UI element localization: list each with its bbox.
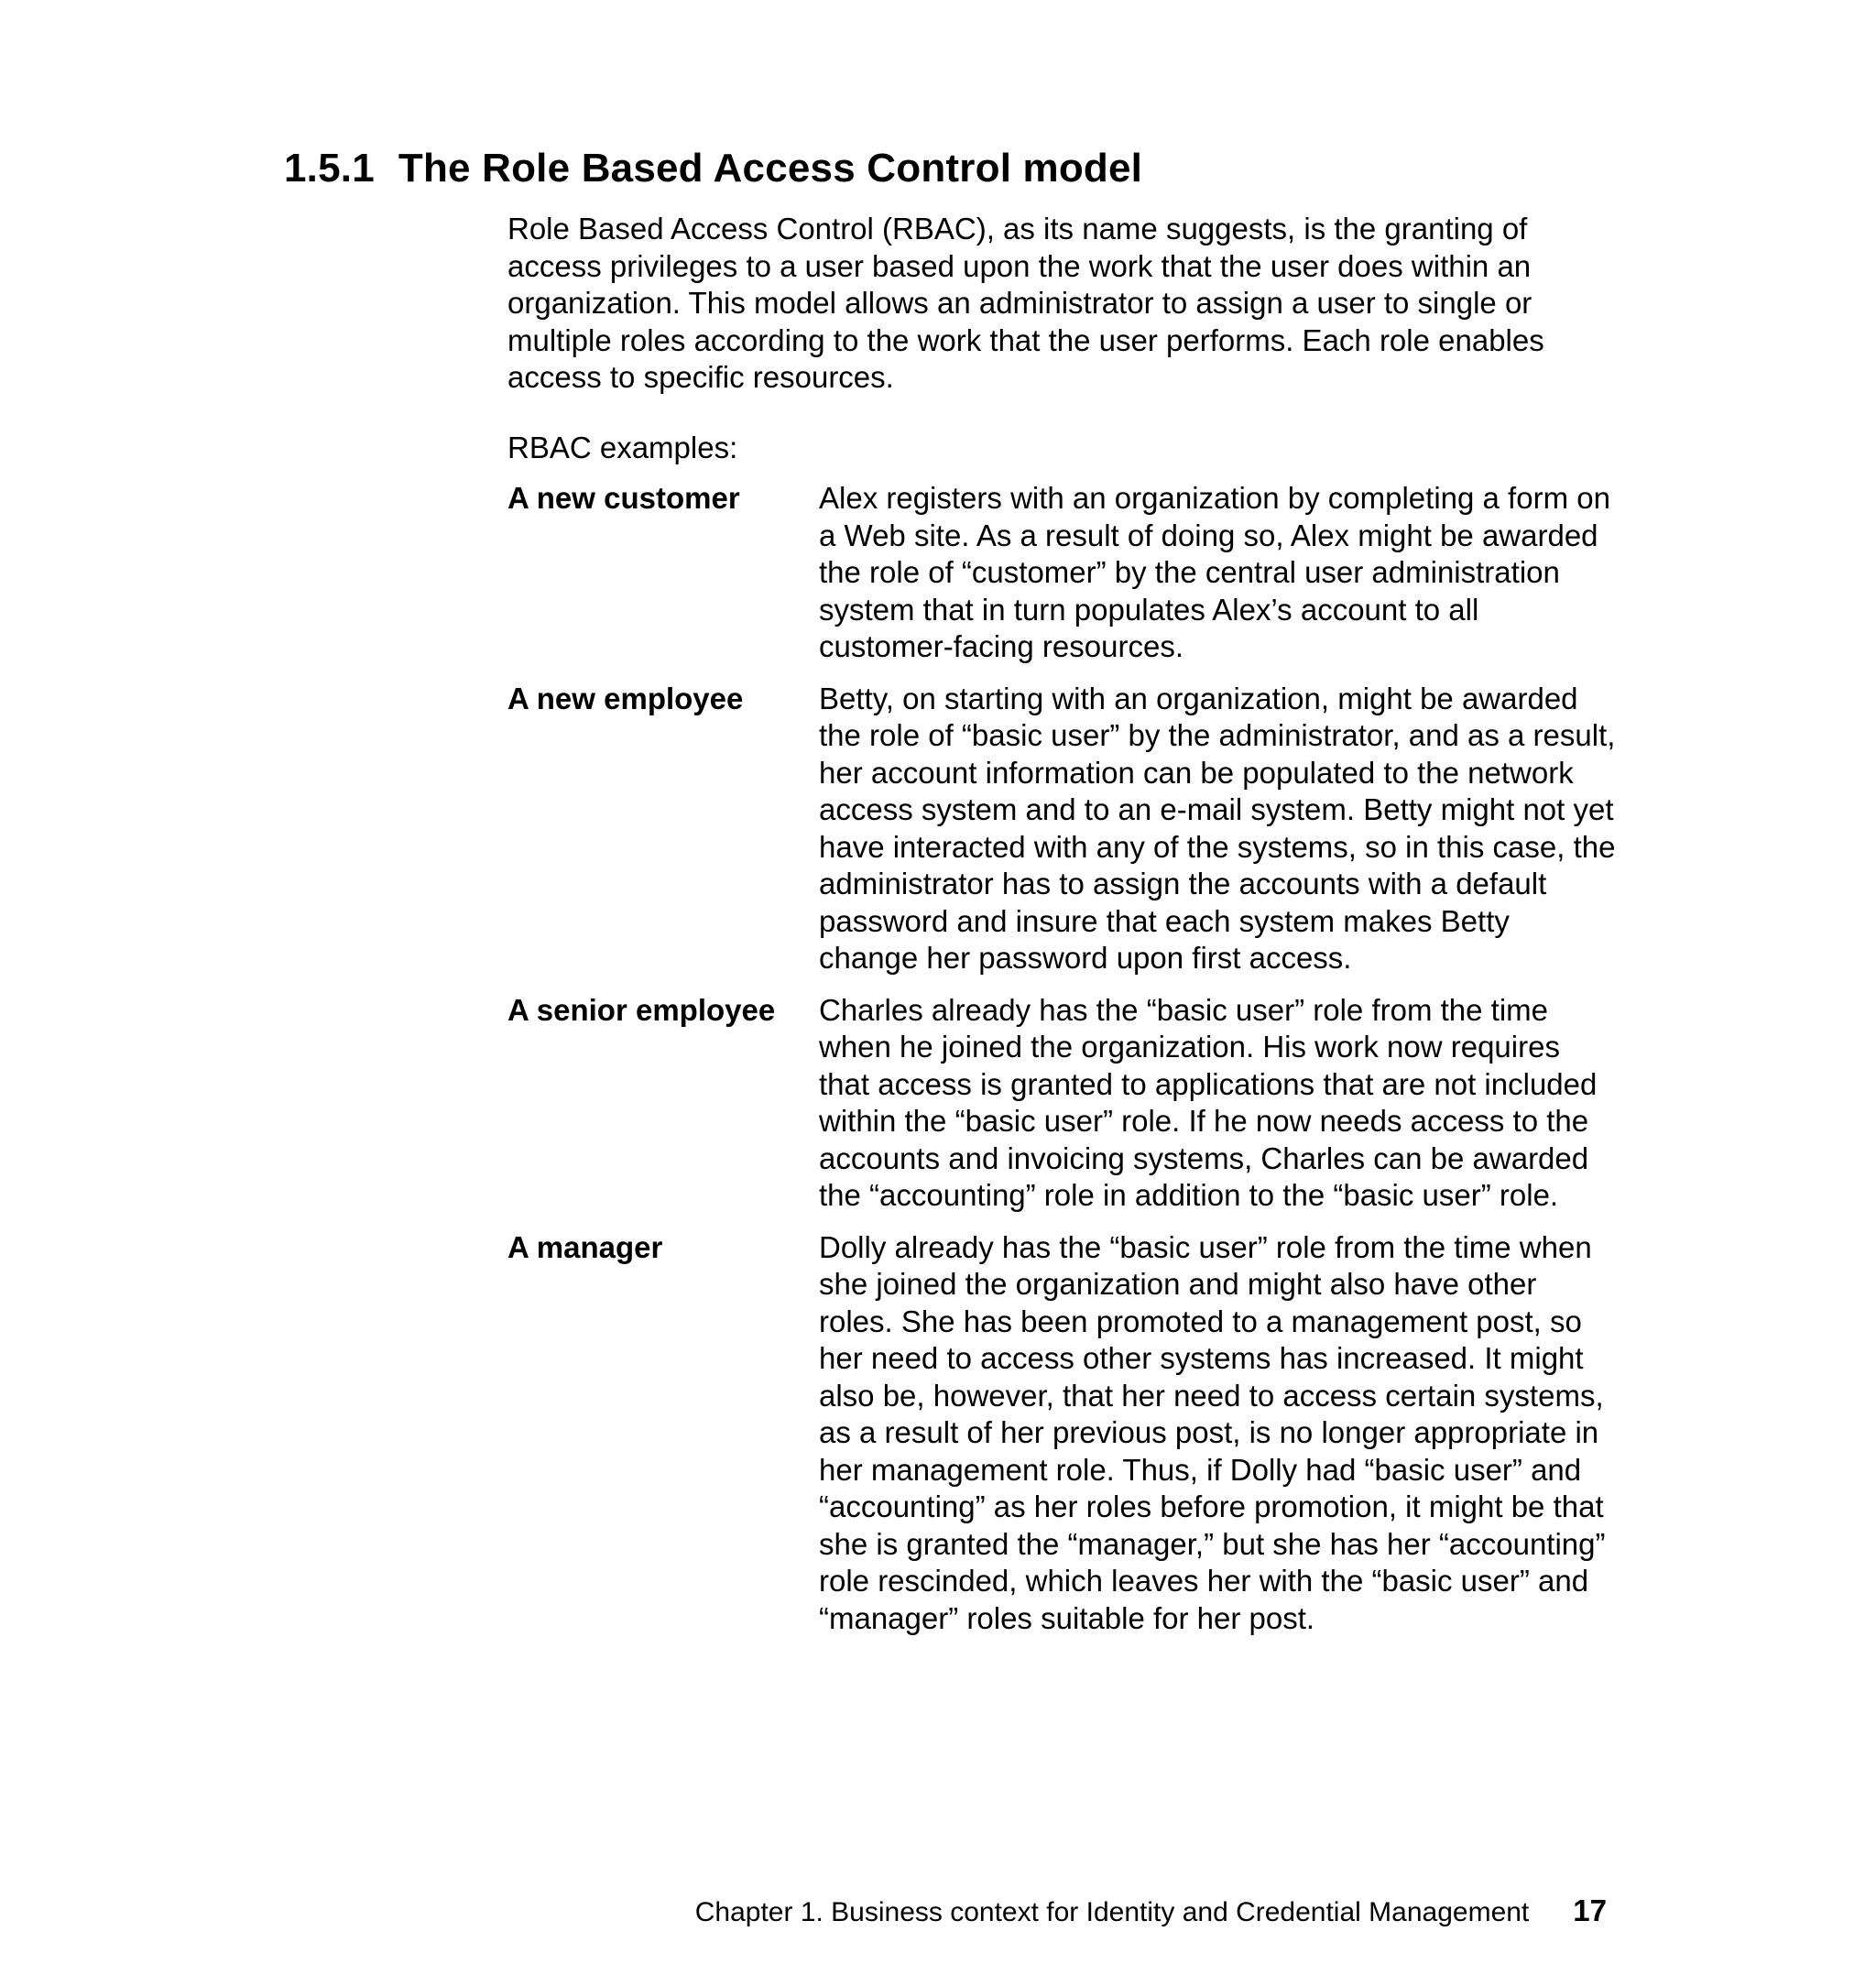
section-number: 1.5.1 (284, 146, 375, 191)
definition-description: Betty, on starting with an organization, might be awarded the role of “basic user” by the administrator, and as a result, her account information can be populated to the network access system and to an e-mail system. Betty might not yet have interacted with any of the systems, so in this case, the administrator has to assign the accounts with a default password and insure that each system makes Betty change her password upon first access. (819, 681, 1616, 975)
section-title: The Role Based Access Control model (398, 146, 1143, 191)
definition-row-senior-employee (507, 992, 1616, 1215)
page-number: 17 (1573, 1893, 1607, 1927)
definition-row-new-employee (507, 681, 1616, 977)
definition-row-manager (507, 1229, 1616, 1638)
definition-term: A senior employee (507, 992, 776, 1027)
examples-label: RBAC examples: (507, 431, 738, 464)
definition-term: A manager (507, 1229, 663, 1264)
section-heading (284, 141, 1142, 196)
definition-list (507, 480, 1616, 1652)
definition-term: A new customer (507, 481, 740, 515)
definition-description: Dolly already has the “basic user” role from the time when she joined the organization and might also have other roles. She has been promoted to a management post, so her need to access other systems has increased. It might also be, however, that her need to access certain systems, as a result of her previous post, is no longer appropriate in her management role. Thus, if Dolly had “basic user” and “accounting” as her roles before promotion, it might be that she is granted the “manager,” but she has her “accounting” role rescinded, which leaves her with the “basic user” and “manager” roles suitable for her post. (819, 1229, 1606, 1635)
footer-chapter-title: Chapter 1. Business context for Identity and Credential Management (694, 1897, 1530, 1927)
definition-description: Alex registers with an organization by completing a form on a Web site. As a result of doing so, Alex might be awarded the role of “customer” by the central user administration system that in turn populates Alex’s account to all customer-facing resources. (819, 481, 1610, 663)
definition-description: Charles already has the “basic user” role from the time when he joined the organization. His work now requires that access is granted to applications that are not included within the “basic user” role. If he now needs access to the accounts and invoicing systems, Charles can be awarded the “accounting” role in addition to the “basic user” role. (819, 992, 1598, 1212)
intro-paragraph: Role Based Access Control (RBAC), as its name suggests, is the granting of access privileges to a user based upon the work that the user does within an organization. This model allows an administrator to assign a user to single or multiple roles according to the work that the user performs. Each role enables access to specific resources. (507, 212, 1544, 394)
definition-row-new-customer (507, 480, 1616, 666)
page-footer (682, 1893, 1607, 1931)
definition-term: A new employee (507, 681, 744, 715)
